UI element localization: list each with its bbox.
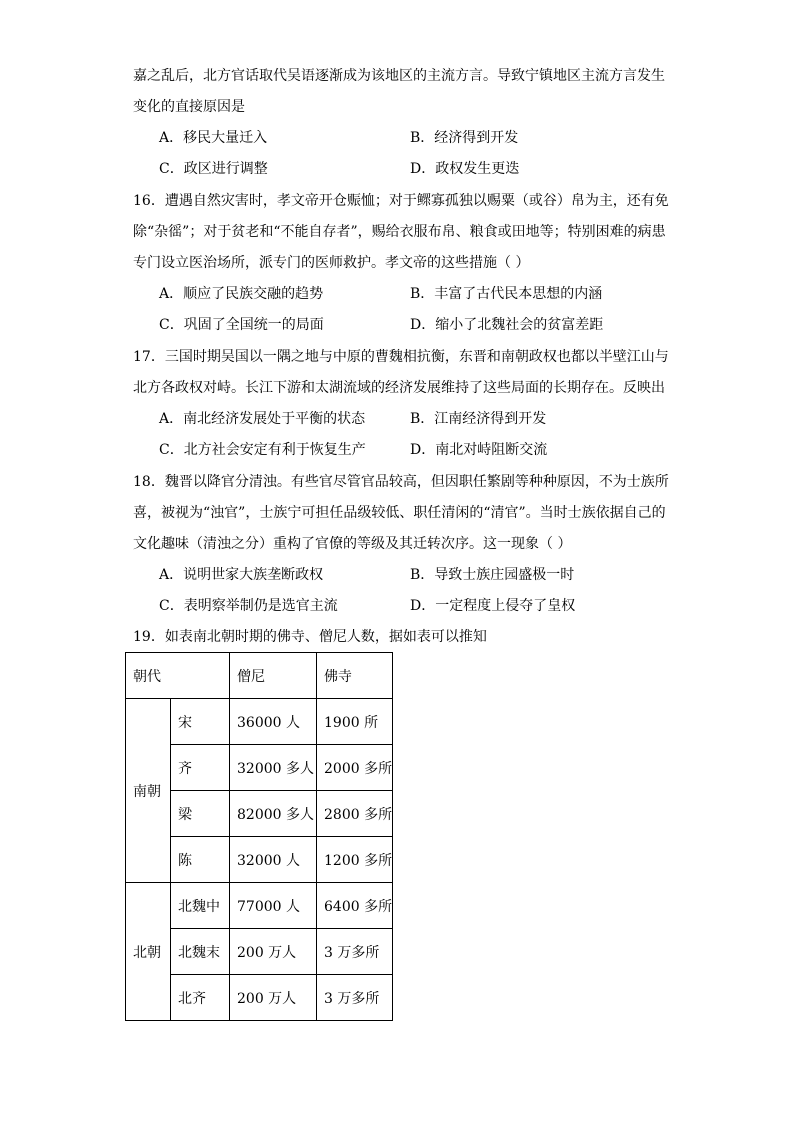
table-cell-monks: 77000 人 [230, 883, 317, 929]
q16-text-line3: 专门设立医治场所，派专门的医师救护。孝文帝的这些措施（ ） [133, 255, 530, 271]
q18-option-a[interactable]: A．说明世家大族垄断政权 [159, 567, 324, 583]
table-cell-dynasty: 齐 [171, 745, 230, 791]
q15-option-a[interactable]: A．移民大量迁入 [159, 130, 268, 146]
q17-text-line2: 北方各政权对峙。长江下游和太湖流域的经济发展维持了这些局面的长期存在。反映出 [133, 380, 665, 396]
q17-text-line1: 17．三国时期吴国以一隅之地与中原的曹魏相抗衡，东晋和南朝政权也都以半壁江山与 [133, 349, 669, 365]
table-cell-temples: 3 万多所 [317, 975, 393, 1021]
table-cell-temples: 1200 多所 [317, 837, 393, 883]
table-cell-temples: 2000 多所 [317, 745, 393, 791]
q19-text-line1: 19．如表南北朝时期的佛寺、僧尼人数，据如表可以推知 [133, 629, 487, 645]
q18-text-line3: 文化趣味（清浊之分）重构了官僚的等级及其迁转次序。这一现象（ ） [133, 536, 572, 552]
table-cell-dynasty: 北魏末 [171, 929, 230, 975]
q16-option-a[interactable]: A．顺应了民族交融的趋势 [159, 286, 324, 302]
table-cell-monks: 82000 多人 [230, 791, 317, 837]
table-cell-monks: 200 万人 [230, 975, 317, 1021]
table-cell-temples: 3 万多所 [317, 929, 393, 975]
q16-text-line2: 除“杂徭”；对于贫老和“不能自存者”，赐给衣服布帛、粮食或田地等；特别困难的病患 [133, 224, 666, 240]
q15-option-b[interactable]: B．经济得到开发 [410, 130, 519, 146]
q15-option-d[interactable]: D．政权发生更迭 [410, 161, 520, 177]
table-cell-monks: 32000 多人 [230, 745, 317, 791]
q17-option-c[interactable]: C．北方社会安定有利于恢复生产 [159, 442, 366, 458]
q17-option-a[interactable]: A．南北经济发展处于平衡的状态 [159, 411, 366, 427]
table-cell-dynasty: 陈 [171, 837, 230, 883]
table-cell-temples: 6400 多所 [317, 883, 393, 929]
buddhism-data-table [125, 652, 393, 1021]
table-cell-dynasty: 梁 [171, 791, 230, 837]
q18-text-line1: 18．魏晋以降官分清浊。有些官尽管官品较高，但因职任繁剧等种种原因，不为士族所 [133, 474, 669, 490]
table-group-north: 北朝 [126, 883, 171, 1021]
q18-option-d[interactable]: D．一定程度上侵夺了皇权 [410, 598, 576, 614]
q16-option-c[interactable]: C．巩固了全国统一的局面 [159, 317, 324, 333]
table-cell-monks: 200 万人 [230, 929, 317, 975]
q18-option-c[interactable]: C．表明察举制仍是选官主流 [159, 598, 338, 614]
q15-text-line2: 变化的直接原因是 [133, 99, 245, 115]
q17-option-b[interactable]: B．江南经济得到开发 [410, 411, 547, 427]
q15-option-c[interactable]: C．政区进行调整 [159, 161, 268, 177]
table-row [126, 883, 393, 929]
q17-option-d[interactable]: D．南北对峙阻断交流 [410, 442, 548, 458]
q16-option-b[interactable]: B．丰富了古代民本思想的内涵 [410, 286, 603, 302]
q16-text-line1: 16．遭遇自然灾害时，孝文帝开仓赈恤；对于鳏寡孤独以赐粟（或谷）帛为主，还有免 [133, 193, 669, 209]
q15-text-line1: 嘉之乱后，北方官话取代吴语逐渐成为该地区的主流方言。导致宁镇地区主流方言发生 [133, 68, 665, 84]
table-cell-dynasty: 北齐 [171, 975, 230, 1021]
table-cell-temples: 1900 所 [317, 699, 393, 745]
q16-option-d[interactable]: D．缩小了北魏社会的贫富差距 [410, 317, 604, 333]
table-cell-monks: 32000 人 [230, 837, 317, 883]
table-cell-dynasty: 北魏中 [171, 883, 230, 929]
q18-option-b[interactable]: B．导致士族庄园盛极一时 [410, 567, 575, 583]
table-cell-monks: 36000 人 [230, 699, 317, 745]
table-row [126, 699, 393, 745]
table-cell-dynasty: 宋 [171, 699, 230, 745]
table-header-dynasty: 朝代 [126, 653, 230, 699]
q18-text-line2: 喜，被视为“浊官”，士族宁可担任品级较低、职任清闲的“清官”。当时士族依据自己的 [133, 505, 666, 521]
table-header-row [126, 653, 393, 699]
table-group-south: 南朝 [126, 699, 171, 883]
table-header-temples: 佛寺 [317, 653, 393, 699]
table-header-monks: 僧尼 [230, 653, 317, 699]
table-cell-temples: 2800 多所 [317, 791, 393, 837]
